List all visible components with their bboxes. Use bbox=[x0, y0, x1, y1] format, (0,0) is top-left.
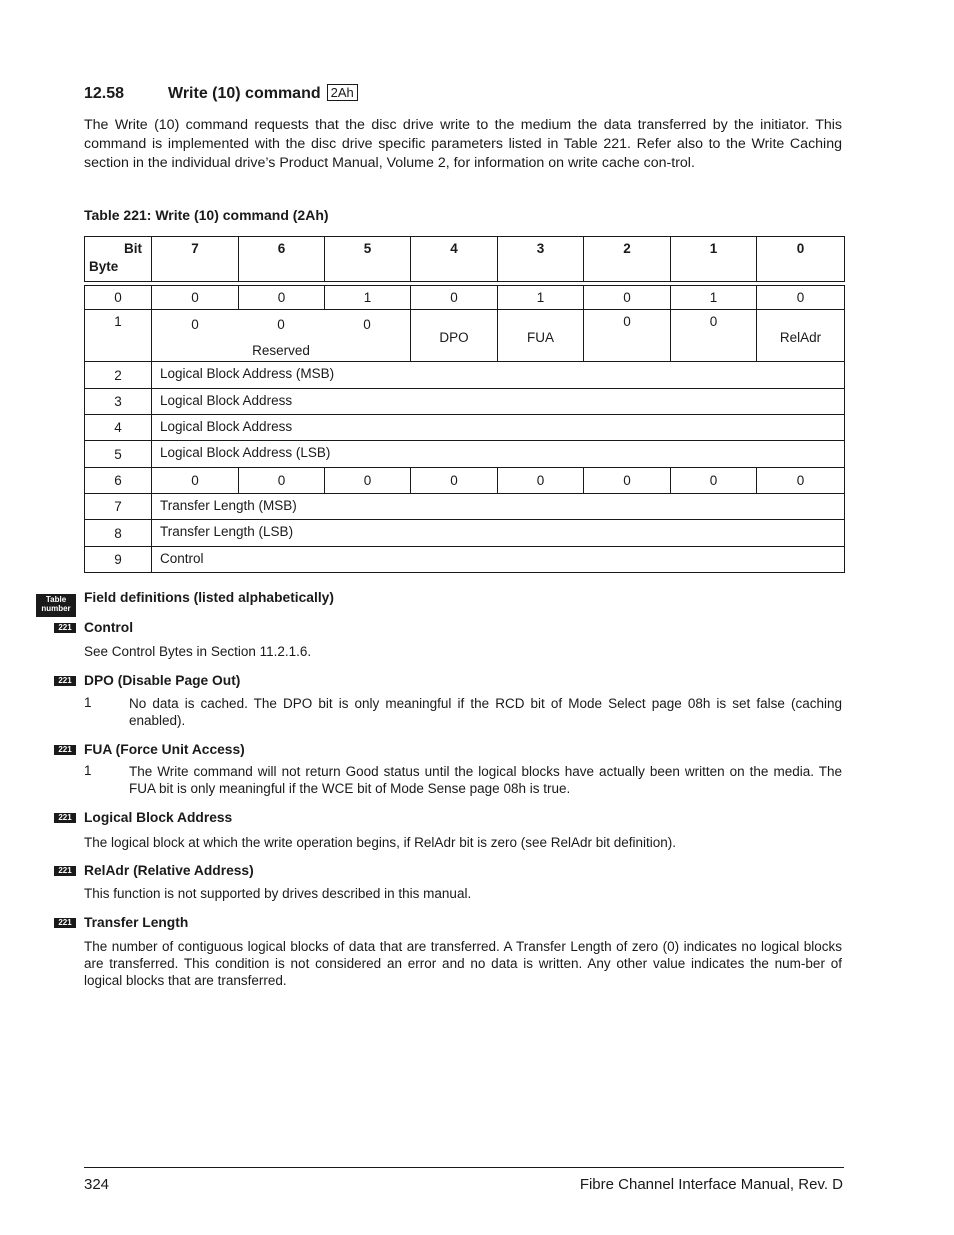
bit-header: 3 bbox=[498, 237, 584, 282]
reserved-cell bbox=[152, 310, 411, 362]
bit-header: 6 bbox=[239, 237, 325, 282]
byte-cell: 9 bbox=[85, 547, 152, 573]
field-text-reladr: This function is not supported by drives described in this manual. bbox=[84, 886, 472, 901]
byte-cell: 5 bbox=[85, 441, 152, 468]
item-number: 1 bbox=[84, 695, 92, 710]
field-title-control: Control bbox=[84, 620, 134, 635]
bit-header: 7 bbox=[152, 237, 239, 282]
table-row bbox=[85, 286, 845, 310]
table-ref-badge: 221 bbox=[54, 813, 76, 823]
bit-cell: 0 bbox=[757, 468, 845, 494]
field-text-transfer-length: The number of contiguous logical blocks of data that are transferred. A Transfer Length of zero (0) indicates no logical blocks are transferred. This condition is not considered an error and no data is written. Any other value indicates the num-ber of logical blocks that are transferred. bbox=[84, 939, 842, 988]
field-cell: Control bbox=[152, 547, 845, 573]
corner-bit-label: Bit bbox=[124, 241, 142, 256]
bit-cell: 0 bbox=[757, 286, 845, 310]
field-text-dpo: No data is cached. The DPO bit is only meaningful if the RCD bit of Mode Select page 08h is set false (caching enabled). bbox=[129, 696, 842, 728]
bit-cell: 0 bbox=[277, 316, 285, 332]
bit-cell: 1 bbox=[671, 286, 757, 310]
bit-header: 1 bbox=[671, 237, 757, 282]
table-ref-badge: 221 bbox=[54, 918, 76, 928]
field-cell: Logical Block Address (LSB) bbox=[152, 441, 845, 468]
bit-cell: 0 bbox=[152, 468, 239, 494]
table-row bbox=[85, 389, 845, 415]
bit-cell: 0 bbox=[325, 468, 411, 494]
bit-cell: 0 bbox=[671, 468, 757, 494]
intro-paragraph: The Write (10) command requests that the disc drive write to the medium the data transferred by the initiator. This command is implemented with the disc drive specific parameters listed in Table 221. Refer also to the Write Caching section in the individual drive’s Product Manual, Volume 2, for information on write cache con-trol. bbox=[84, 117, 842, 171]
table-ref-badge: 221 bbox=[54, 745, 76, 755]
bit-cell: 0 bbox=[239, 468, 325, 494]
item-number: 1 bbox=[84, 763, 92, 778]
field-cell: Logical Block Address bbox=[152, 389, 845, 415]
bit-header: 2 bbox=[584, 237, 671, 282]
table-header-row bbox=[85, 237, 845, 282]
bit-cell: 0 bbox=[191, 316, 199, 332]
field-cell: Transfer Length (MSB) bbox=[152, 494, 845, 520]
field-cell: Transfer Length (LSB) bbox=[152, 520, 845, 547]
footer-rule bbox=[84, 1167, 844, 1168]
table-row bbox=[85, 415, 845, 441]
field-text-lba: The logical block at which the write operation begins, if RelAdr bit is zero (see RelAdr bit definition). bbox=[84, 835, 677, 850]
bit-cell: 0 bbox=[584, 468, 671, 494]
reserved-label: Reserved bbox=[252, 342, 310, 358]
field-text-control: See Control Bytes in Section 11.2.1.6. bbox=[84, 644, 312, 659]
section-title: Write (10) command bbox=[168, 85, 321, 102]
bit-cell: 0 bbox=[363, 316, 371, 332]
table-row bbox=[85, 547, 845, 573]
table-row bbox=[85, 468, 845, 494]
field-title-reladr: RelAdr (Relative Address) bbox=[84, 863, 254, 878]
table-row bbox=[85, 310, 845, 362]
table-caption: Table 221: Write (10) command (2Ah) bbox=[84, 207, 329, 223]
bit-cell: 1 bbox=[325, 286, 411, 310]
manual-title: Fibre Channel Interface Manual, Rev. D bbox=[579, 1176, 843, 1193]
byte-cell: 2 bbox=[85, 362, 152, 389]
table-number-badge: Table number bbox=[36, 594, 76, 617]
section-heading bbox=[84, 84, 358, 103]
byte-cell: 7 bbox=[85, 494, 152, 520]
field-cell: Logical Block Address (MSB) bbox=[152, 362, 845, 389]
page-number: 324 bbox=[84, 1176, 110, 1193]
bit-header: 4 bbox=[411, 237, 498, 282]
fua-cell: FUA bbox=[498, 310, 584, 362]
bit-cell: 0 bbox=[671, 310, 757, 362]
corner-byte-label: Byte bbox=[89, 259, 119, 274]
byte-cell: 4 bbox=[85, 415, 152, 441]
field-title-fua: FUA (Force Unit Access) bbox=[84, 742, 245, 757]
bit-byte-corner bbox=[85, 237, 152, 282]
reladr-cell: RelAdr bbox=[757, 310, 845, 362]
bit-cell: 0 bbox=[152, 286, 239, 310]
table-ref-badge: 221 bbox=[54, 623, 76, 633]
byte-cell: 3 bbox=[85, 389, 152, 415]
section-number: 12.58 bbox=[84, 85, 125, 102]
bit-cell: 1 bbox=[498, 286, 584, 310]
byte-cell: 0 bbox=[85, 286, 152, 310]
bit-cell: 0 bbox=[498, 468, 584, 494]
table-ref-badge: 221 bbox=[54, 866, 76, 876]
table-row bbox=[85, 520, 845, 547]
table-row bbox=[85, 441, 845, 468]
field-definitions-heading: Field definitions (listed alphabetically) bbox=[84, 590, 334, 605]
bit-header: 0 bbox=[757, 237, 845, 282]
field-title-transfer-length: Transfer Length bbox=[84, 915, 189, 930]
field-title-dpo: DPO (Disable Page Out) bbox=[84, 673, 241, 688]
field-title-lba: Logical Block Address bbox=[84, 810, 233, 825]
table-row bbox=[85, 362, 845, 389]
table-ref-badge: 221 bbox=[54, 676, 76, 686]
opcode-box: 2Ah bbox=[327, 84, 358, 101]
byte-cell: 6 bbox=[85, 468, 152, 494]
bit-cell: 0 bbox=[411, 286, 498, 310]
bit-cell: 0 bbox=[584, 286, 671, 310]
field-cell: Logical Block Address bbox=[152, 415, 845, 441]
command-table bbox=[84, 236, 845, 573]
bit-cell: 0 bbox=[584, 310, 671, 362]
field-text-fua: The Write command will not return Good status until the logical blocks have actually been written on the media. The FUA bit is only meaningful if the WCE bit of Mode Sense page 08h is true. bbox=[129, 764, 842, 796]
dpo-cell: DPO bbox=[411, 310, 498, 362]
bit-cell: 0 bbox=[239, 286, 325, 310]
table-row bbox=[85, 494, 845, 520]
bit-cell: 0 bbox=[411, 468, 498, 494]
bit-header: 5 bbox=[325, 237, 411, 282]
byte-cell: 1 bbox=[85, 310, 152, 362]
byte-cell: 8 bbox=[85, 520, 152, 547]
